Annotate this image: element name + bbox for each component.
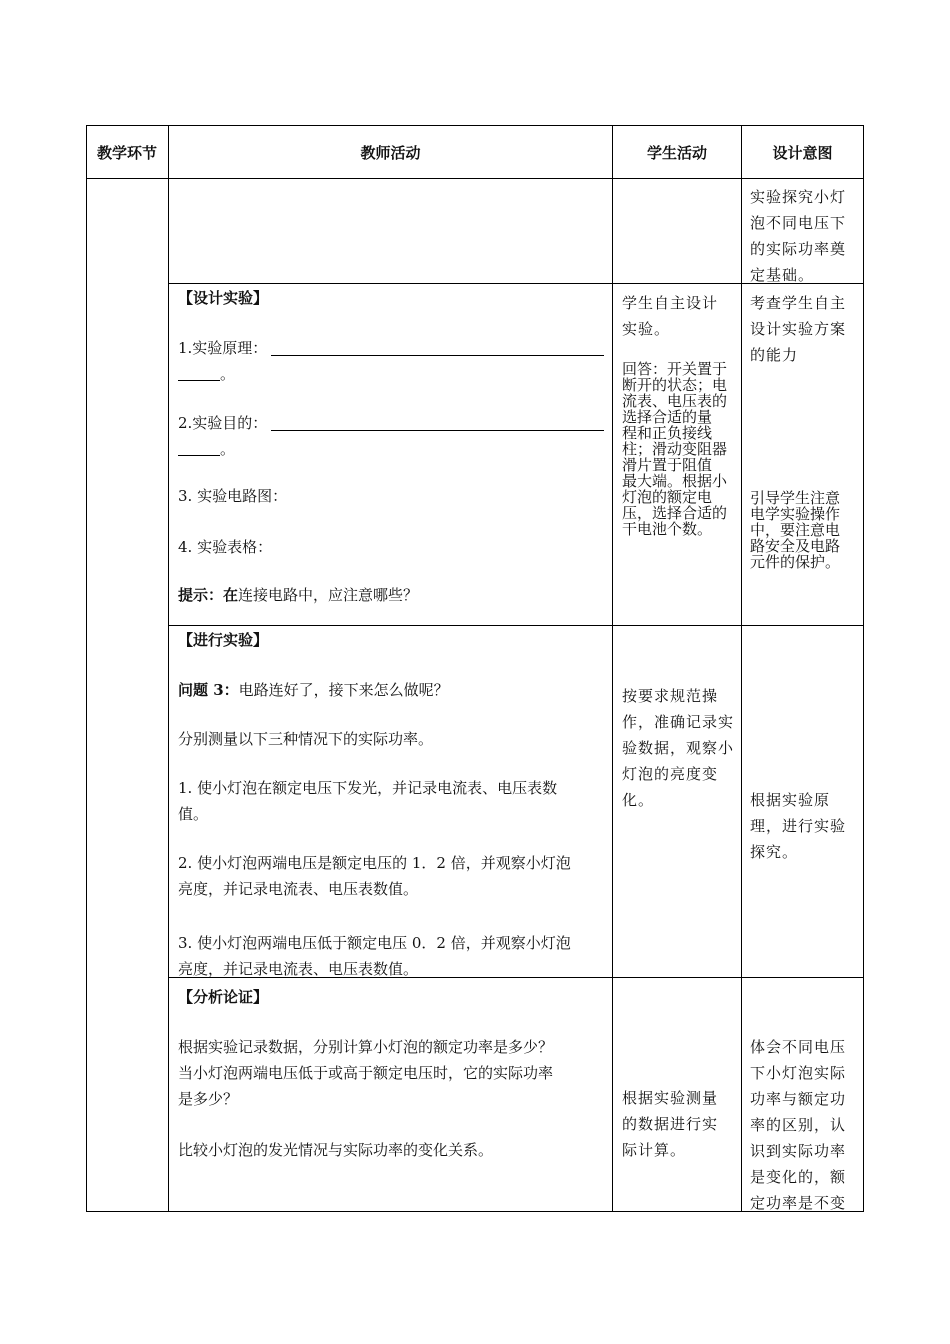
- text-line: 最大端。根据小: [622, 472, 728, 490]
- row2-student-b: [622, 361, 736, 537]
- text-line: 的实际功率奠: [750, 240, 847, 258]
- text-line: 电学实验操作: [750, 505, 841, 523]
- purpose-blank: [271, 412, 604, 431]
- row2-design-b: [750, 490, 860, 570]
- step-2-line1: 2. 使小灯泡两端电压是额定电压的 1．2 倍，并观察小灯泡: [178, 854, 571, 872]
- text-line: 元件的保护。: [750, 553, 841, 571]
- analysis-p1-line1: 根据实验记录数据，分别计算小灯泡的额定功率是多少？: [178, 1038, 554, 1056]
- text-line: 定基础。: [750, 266, 815, 284]
- text-line: 压，选择合适的: [622, 504, 728, 522]
- text-line: 实验。: [622, 320, 671, 338]
- text-line: 根据实验原: [750, 791, 831, 809]
- measure-intro: 分别测量以下三种情况下的实际功率。: [178, 730, 434, 748]
- header-teacher-activity: 教师活动: [360, 143, 421, 162]
- row2-student-a: [622, 290, 736, 342]
- text-line: 引导学生注意: [750, 489, 841, 507]
- text-line: 识到实际功率: [750, 1142, 847, 1160]
- text-line: 程和正负接线: [622, 424, 713, 442]
- header-design-intent: 设计意图: [772, 143, 833, 162]
- text-line: 按要求规范操: [622, 687, 719, 705]
- text-line: 灯泡的额定电: [622, 488, 713, 506]
- question-3-rest: 电路连好了，接下来怎么做呢？: [238, 681, 449, 699]
- text-line: 设计实验方案: [750, 320, 847, 338]
- text-line: 学生自主设计: [622, 294, 719, 312]
- text-line: 中，要注意电: [750, 521, 841, 539]
- row4-student: [622, 1085, 736, 1163]
- step-1-line1: 1. 使小灯泡在额定电压下发光，并记录电流表、电压表数: [178, 779, 558, 797]
- purpose-end: 。: [220, 440, 236, 458]
- col3-divider: [741, 125, 742, 1212]
- row3-design: [750, 787, 860, 865]
- text-line: 选择合适的量: [622, 408, 713, 426]
- step-2-line2: 亮度，并记录电流表、电压表数值。: [178, 880, 419, 898]
- text-line: 定功率是不变: [750, 1194, 847, 1212]
- purpose-label: 2.实验目的：: [178, 414, 268, 432]
- text-line: 验数据，观察小: [622, 739, 735, 757]
- text-line: 路安全及电路: [750, 537, 841, 555]
- text-line: 滑片置于阻值: [622, 456, 713, 474]
- header-teaching-stage: 教学环节: [96, 144, 157, 162]
- tip-rest: 连接电路中，应注意哪些？: [238, 586, 419, 604]
- header-divider: [86, 178, 864, 179]
- text-line: 实验探究小灯: [750, 188, 847, 206]
- analysis-p1-line2: 当小灯泡两端电压低于或高于额定电压时，它的实际功率: [178, 1064, 554, 1082]
- text-line: 下小灯泡实际: [750, 1064, 847, 1082]
- text-line: 灯泡的亮度变: [622, 765, 719, 783]
- principle-blank: [271, 337, 604, 356]
- text-line: 泡不同电压下: [750, 214, 847, 232]
- question-3-bold: 问题 3：: [178, 681, 239, 699]
- header-student-activity: 学生活动: [646, 143, 707, 162]
- text-line: 功率与额定功: [750, 1090, 847, 1108]
- text-line: 率的区别，认: [750, 1116, 847, 1134]
- circuit-diagram-label: 3. 实验电路图：: [178, 487, 288, 505]
- conduct-experiment-title: 【进行实验】: [178, 631, 269, 649]
- text-line: 柱；滑动变阻器: [622, 440, 728, 458]
- table-border-right: [863, 125, 864, 1212]
- col1-divider: [168, 125, 169, 1212]
- step-1-line2: 值。: [178, 805, 209, 823]
- analysis-title: 【分析论证】: [178, 988, 269, 1006]
- col2-divider: [612, 125, 613, 1212]
- text-line: 体会不同电压: [750, 1038, 847, 1056]
- text-line: 是变化的，额: [750, 1168, 847, 1186]
- text-line: 考查学生自主: [750, 294, 847, 312]
- row1-design-intent: [750, 184, 860, 288]
- principle-blank-cont: [178, 362, 220, 381]
- row3-student: [622, 683, 736, 813]
- text-line: 理，进行实验: [750, 817, 847, 835]
- text-line: 的数据进行实: [622, 1115, 719, 1133]
- text-line: 流表、电压表的: [622, 392, 728, 410]
- experiment-table-label: 4. 实验表格：: [178, 538, 273, 556]
- text-line: 根据实验测量: [622, 1089, 719, 1107]
- text-line: 探究。: [750, 843, 799, 861]
- text-line: 的能力: [750, 346, 799, 364]
- analysis-p2: 比较小灯泡的发光情况与实际功率的变化关系。: [178, 1141, 494, 1159]
- text-line: 际计算。: [622, 1141, 687, 1159]
- text-line: 断开的状态；电: [622, 376, 728, 394]
- step-3-line1: 3. 使小灯泡两端电压低于额定电压 0．2 倍，并观察小灯泡: [178, 934, 571, 952]
- design-experiment-title: 【设计实验】: [178, 289, 269, 307]
- text-line: 回答：开关置于: [622, 360, 728, 378]
- table-border-left: [86, 125, 87, 1212]
- purpose-blank-cont: [178, 437, 220, 456]
- analysis-p1-line3: 是多少？: [178, 1090, 239, 1108]
- tip-bold: 提示：在: [178, 586, 239, 604]
- row2-divider: [168, 625, 864, 626]
- tip-text: [178, 582, 418, 608]
- text-line: 干电池个数。: [622, 520, 713, 538]
- text-line: 化。: [622, 791, 655, 809]
- step-3-line2: 亮度，并记录电流表、电压表数值。: [178, 960, 419, 978]
- question-3: [178, 677, 449, 703]
- row4-design: [750, 1034, 860, 1216]
- text-line: 作，准确记录实: [622, 713, 735, 731]
- table-border-bottom: [86, 1211, 864, 1212]
- row2-design-a: [750, 290, 860, 368]
- principle-label: 1.实验原理：: [178, 339, 268, 357]
- principle-end: 。: [220, 365, 236, 383]
